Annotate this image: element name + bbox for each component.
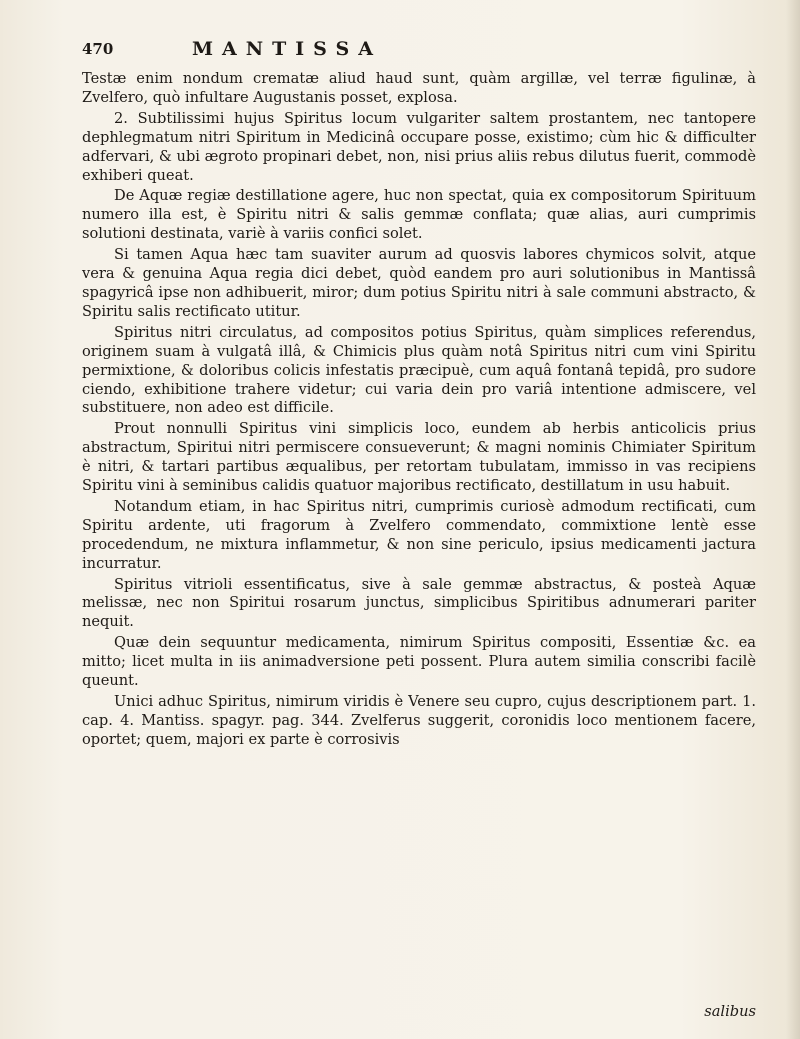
paragraph: Spiritus vitrioli essentificatus, sive à sale gemmæ abstractus, & posteà Aquæ melissæ, nec non Spiritui rosarum junctus, simplicibus Spiritibus adnumerari pariter nequit.	[82, 575, 756, 631]
paragraph: Notandum etiam, in hac Spiritus nitri, cumprimis curiosè admodum rectificati, cum Spiritu ardente, uti fragorum à Zvelfero commendato, commixtione lentè esse procedendum, ne mixtura inflammetur, & non sine periculo, ipsius medicamenti jactura incurratur.	[82, 497, 756, 572]
page-number: 470	[82, 40, 114, 58]
paragraph: 2. Subtilissimi hujus Spiritus locum vulgariter saltem prostantem, nec tantopere dephlegmatum nitri Spiritum in Medicinâ occupare posse, existimo; cùm hic & difficulter adfervari, & ubi ægroto propinari debet, non, nisi prius aliis rebus dilutus fuerit, commodè exhiberi queat.	[82, 109, 756, 184]
paragraph: Prout nonnulli Spiritus vini simplicis loco, eundem ab herbis anticolicis prius abstractum, Spiritui nitri permiscere consueverunt; & magni nominis Chimiater Spiritum è nitri, & tartari partibus æqualibus, per retortam tubulatam, immisso in vas recipiens Spiritu vini à seminibus calidis quatuor majoribus rectificato, destillatum in usu habuit.	[82, 420, 756, 495]
catchword: salibus	[704, 1003, 756, 1020]
paragraph: De Aquæ regiæ destillatione agere, huc non spectat, quia ex compositorum Spirituum numero illa est, è Spiritu nitri & salis gemmæ conflata; quæ alias, auri cumprimis solutioni destinata, variè à variis confici solet.	[82, 187, 756, 243]
paragraph: Si tamen Aqua hæc tam suaviter aurum ad quosvis labores chymicos solvit, atque vera & genuina Aqua regia dici debet, quòd eandem pro auri solutionibus in Mantissâ spagyricâ ipse non adhibuerit, miror; dum potius Spiritu nitri à sale communi abstracto, & Spiritu salis rectificato utitur.	[82, 246, 756, 320]
paragraph: Spiritus nitri circulatus, ad compositos potius Spiritus, quàm simplices referendus, originem suam à vulgatâ illâ, & Chimicis plus quàm notâ Spiritus nitri cum vini Spiritu permixtione, & doloribus colicis infestatis præcipuè, cum aquâ fontanâ tepidâ, pro sudore ciendo, exhibitione trahere videtur; cui varia dein pro variâ intentione admiscere, vel substituere, non adeo est difficile.	[82, 323, 756, 417]
paragraph: Testæ enim nondum crematæ aliud haud sunt, quàm argillæ, vel terræ figulinæ, à Zvelfero, quò infultare Augustanis posset, explosa.	[82, 70, 756, 106]
running-head: MANTISSA	[192, 38, 382, 60]
page-header	[82, 40, 762, 64]
paragraph: Quæ dein sequuntur medicamenta, nimirum Spiritus compositi, Essentiæ &c. ea mitto; licet multa in iis animadversione peti possent. Plura autem similia conscribi facilè queunt.	[82, 634, 756, 690]
body-text	[82, 70, 756, 750]
page-edge-shadow	[786, 0, 800, 1039]
paragraph: Unici adhuc Spiritus, nimirum viridis è Venere seu cupro, cujus descriptionem part. 1. cap. 4. Mantiss. spagyr. pag. 344. Zvelferus suggerit, coronidis loco mentionem facere, oportet; quem, majori ex parte è corrosivis	[82, 693, 756, 748]
